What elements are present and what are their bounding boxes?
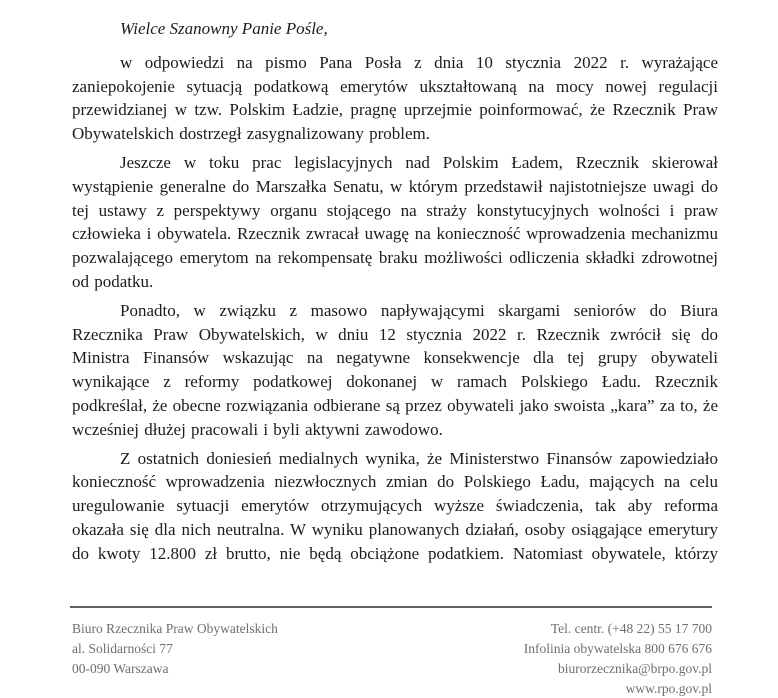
paragraph-media-reports: Z ostatnich doniesień medialnych wynika, że Ministerstwo Finansów zapowiedziało konieczność wprowadzenia niezwłocznych zmian do Polskiego Ładu, mających na celu uregulowanie sytuacji emerytów otrzymujących wyższe świadczenia, tak aby reforma okazała się dla nich neutralna. W wyniku planowanych działań, osoby osiągające emerytury do kwoty 12.800 zł brutto, nie będą obciążone podatkiem. Natomiast obywatele, którzy [72,448,718,563]
footer-phone-central: Tel. centr. (+48 22) 55 17 700 [550,621,712,636]
footer-hotline: Infolinia obywatelska 800 676 676 [523,641,712,656]
footer-address-block [70,619,278,698]
paragraph-senate-address: Jeszcze w toku prac legislacyjnych nad Polskim Ładem, Rzecznik skierował wystąpienie generalne do Marszałka Senatu, w którym przedstawił najistotniejsze uwagi do tej ustawy z perspektywy organu stojącego na straży konstytucyjnych wolności i praw człowieka i obywatela. Rzecznik zwracał uwagę na konieczność wprowadzenia mechanizmu pozwalającego emerytom na rekompensatę braku możliwości odliczenia składki zdrowotnej od podatku. [72,152,718,291]
footer-office-name: Biuro Rzecznika Praw Obywatelskich [72,621,278,636]
footer-street-address: al. Solidarności 77 [72,641,173,656]
footer-website: www.rpo.gov.pl [625,681,712,696]
footer-divider [70,606,712,608]
paragraph-minister-finance: Ponadto, w związku z masowo napływającymi skargami seniorów do Biura Rzecznika Praw Obywatelskich, w dniu 12 stycznia 2022 r. Rzecznik zwrócił się do Ministra Finansów wskazując na negatywne konsekwencje dla tej grupy obywateli wynikające z reformy podatkowej dokonanej w ramach Polskiego Ładu. Rzecznik podkreślał, że obecne rozwiązania odbierane są przez obywateli jako swoista „kara” za to, że wcześniej dłużej pracowali i byli aktywni zawodowo. [72,300,718,439]
footer-email: biurorzecznika@brpo.gov.pl [557,661,712,676]
footer-contact-block [524,619,712,698]
footer-city-postal: 00-090 Warszawa [72,661,169,676]
salutation: Wielce Szanowny Panie Pośle, [120,19,328,38]
paragraph-response-intro: w odpowiedzi na pismo Pana Posła z dnia 10 stycznia 2022 r. wyrażające zaniepokojenie sytuacją podatkową emerytów ukształtowaną na mocy nowej regulacji przewidzianej w tzw. Polskim Ładzie, pragnę uprzejmie poinformować, że Rzecznik Praw Obywatelskich dostrzegł zasygnalizowany problem. [72,52,718,144]
footer-columns [70,619,712,698]
footer [70,606,712,698]
letter-body [72,17,718,571]
